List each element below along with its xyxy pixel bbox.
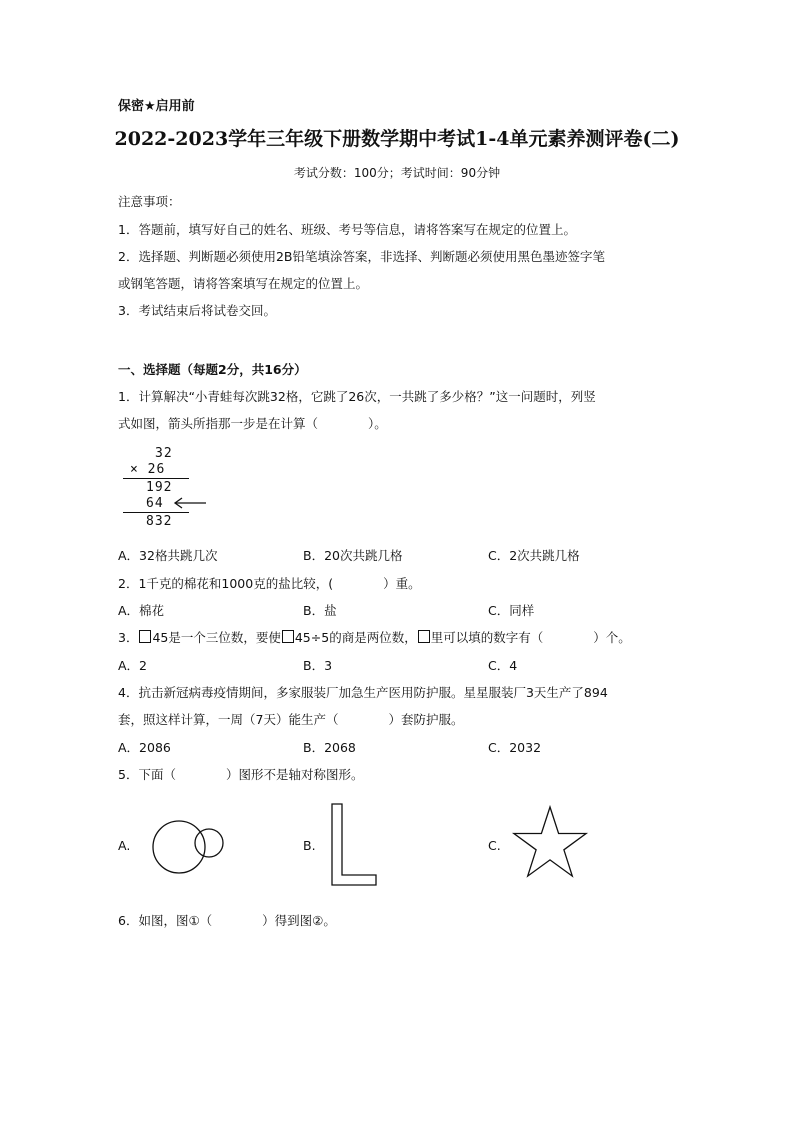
option-b[interactable]: B.	[303, 838, 316, 853]
question-1-line1: 1．计算解决“小青蛙每次跳32格，它跳了26次，一共跳了多少格？”这一问题时，列竖	[118, 389, 596, 404]
option-c[interactable]: C．2032	[488, 740, 542, 755]
option-a[interactable]: A.	[118, 838, 131, 853]
question-2: 2．1千克的棉花和1000克的盐比较，( ）重。	[118, 576, 421, 591]
option-a[interactable]: A．2	[118, 658, 148, 673]
calc-row-multiplier: × 26	[130, 462, 166, 477]
option-b[interactable]: B．20次共跳几格	[303, 548, 403, 563]
confidential-label: 保密★启用前	[118, 99, 195, 114]
question-6: 6．如图，图①（ ）得到图②。	[118, 913, 336, 928]
blank-box	[282, 630, 294, 643]
calc-row-partial2: 64	[146, 496, 164, 511]
question-3-part1: 45是一个三位数，要使	[152, 630, 281, 645]
star-figure	[510, 804, 590, 884]
letter-l-figure	[330, 803, 378, 887]
question-3-part2: 45÷5的商是两位数，	[294, 630, 417, 645]
arrow-left-icon	[172, 497, 208, 509]
overlapping-circles-figure	[148, 815, 228, 879]
exam-title: 2022-2023学年三年级下册数学期中考试1-4单元素养测评卷(二)	[114, 128, 680, 150]
question-3-part3: 里可以填的数字有（ ）个。	[430, 630, 631, 645]
note-item: 2．选择题、判断题必须使用2B铅笔填涂答案，非选择、判断题必须使用黑色墨迹签字笔	[118, 249, 605, 264]
option-c[interactable]: C．同样	[488, 603, 535, 618]
question-1-line2: 式如图，箭头所指那一步是在计算（ ）。	[118, 416, 387, 431]
section-heading: 一、选择题（每题2分，共16分）	[118, 362, 307, 377]
option-c[interactable]: C.	[488, 838, 501, 853]
option-c[interactable]: C．4	[488, 658, 518, 673]
blank-box	[418, 630, 430, 643]
question-3-prefix: 3．	[118, 630, 139, 645]
option-b[interactable]: B．3	[303, 658, 333, 673]
calc-divider	[123, 512, 189, 513]
question-4-line2: 套，照这样计算，一周（7天）能生产（ ）套防护服。	[118, 712, 464, 727]
option-a[interactable]: A．棉花	[118, 603, 165, 618]
note-item: 1．答题前，填写好自己的姓名、班级、考号等信息，请将答案写在规定的位置上。	[118, 222, 576, 237]
question-4-line1: 4．抗击新冠病毒疫情期间，多家服装厂加急生产医用防护服。星星服装厂3天生产了894	[118, 685, 608, 700]
calc-row-product: 832	[146, 514, 173, 529]
option-b[interactable]: B．盐	[303, 603, 337, 618]
calc-row-partial1: 192	[146, 480, 173, 495]
option-a[interactable]: A．2086	[118, 740, 171, 755]
blank-box	[139, 630, 151, 643]
option-a[interactable]: A．32格共跳几次	[118, 548, 218, 563]
note-item: 或钢笔答题，请将答案填写在规定的位置上。	[118, 276, 369, 291]
calc-row-multiplicand: 32	[155, 446, 173, 461]
calc-divider	[123, 478, 189, 479]
option-b[interactable]: B．2068	[303, 740, 356, 755]
question-5: 5．下面（ ）图形不是轴对称图形。	[118, 767, 364, 782]
exam-info: 考试分数：100分；考试时间：90分钟	[293, 166, 501, 180]
option-c[interactable]: C．2次共跳几格	[488, 548, 580, 563]
question-3	[118, 628, 631, 646]
note-item: 3．考试结束后将试卷交回。	[118, 303, 276, 318]
notes-heading: 注意事项：	[118, 194, 181, 209]
